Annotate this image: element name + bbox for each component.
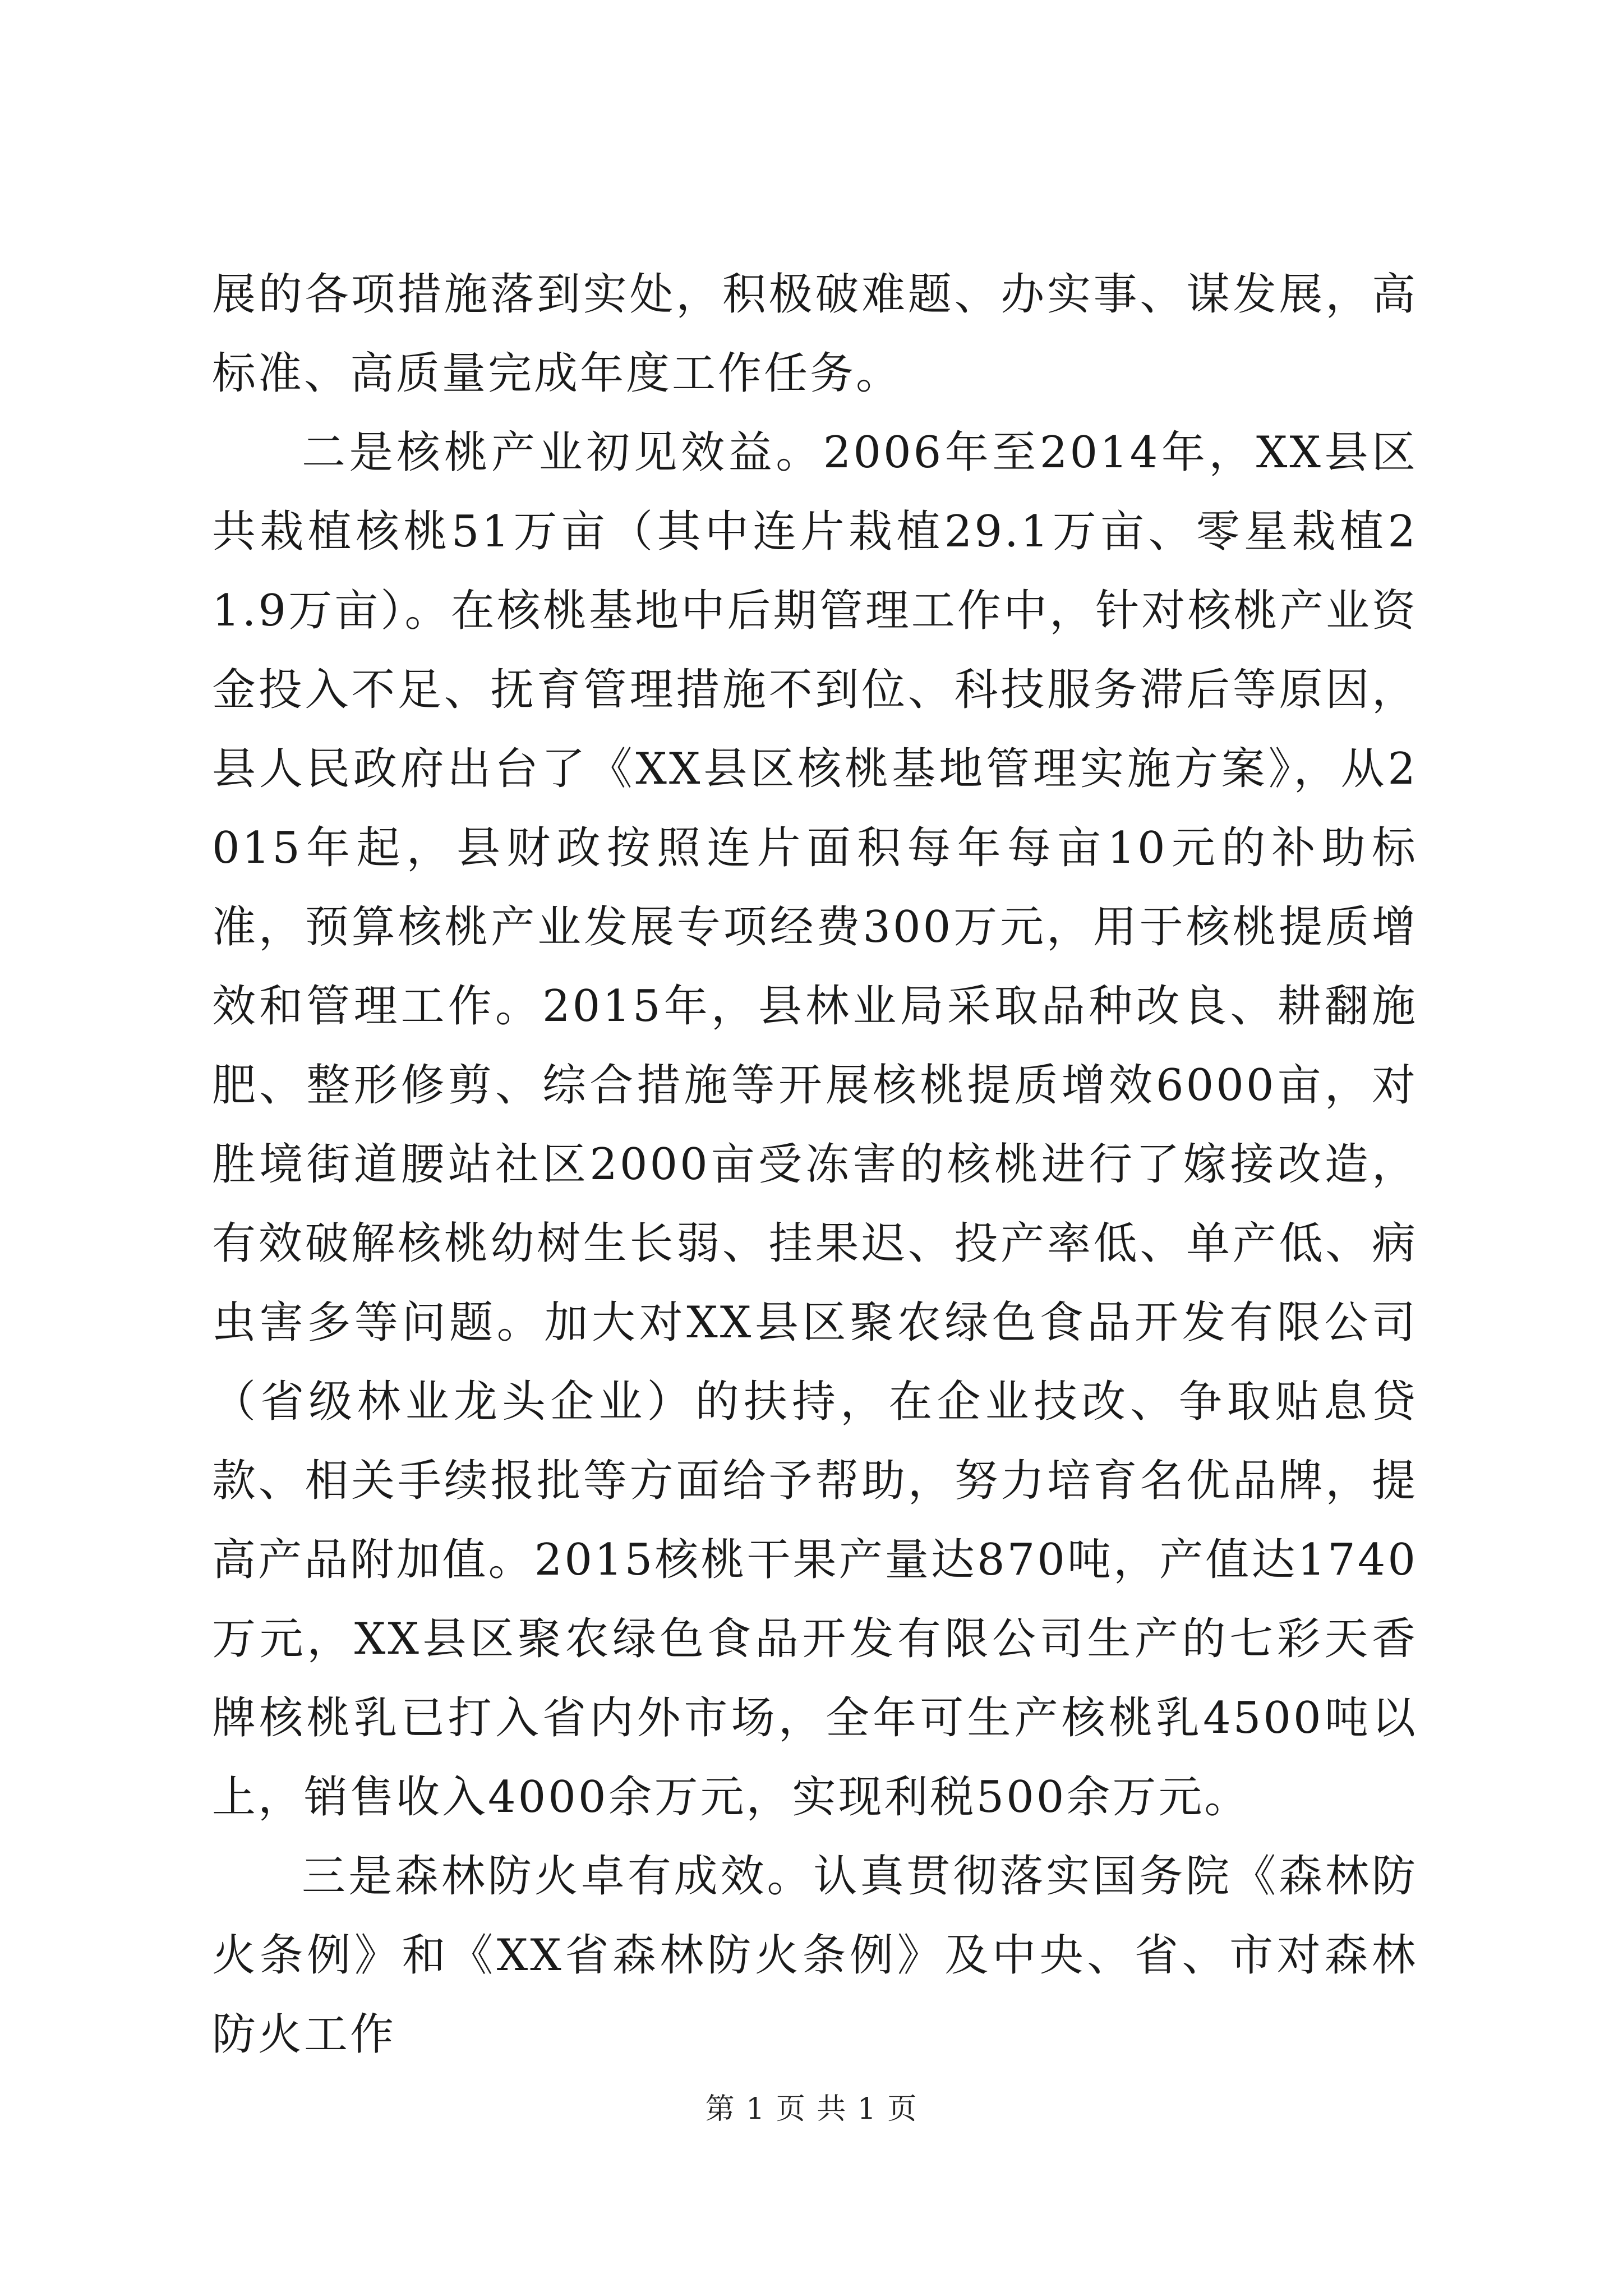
document-body — [212, 255, 1418, 2074]
paragraph-1: 展的各项措施落到实处，积极破难题、办实事、谋发展，高标准、高质量完成年度工作任务。 — [212, 269, 1418, 399]
paragraph-3: 三是森林防火卓有成效。认真贯彻落实国务院《森林防火条例》和《XX省森林防火条例》及中央、省、市对森林防火工作 — [212, 1851, 1418, 2060]
paragraph-2: 二是核桃产业初见效益。2006年至2014年，XX县区共栽植核桃51万亩（其中连片栽植29.1万亩、零星栽植21.9万亩）。在核桃基地中后期管理工作中，针对核桃产业资金投入不足、抚育管理措施不到位、科技服务滞后等原因，县人民政府出台了《XX县区核桃基地管理实施方案》，从2015年起，县财政按照连片面积每年每亩10元的补助标准，预算核桃产业发展专项经费300万元，用于核桃提质增效和管理工作。2015年，县林业局采取品种改良、耕翻施肥、整形修剪、综合措施等开展核桃提质增效6000亩，对胜境街道腰站社区2000亩受冻害的核桃进行了嫁接改造，有效破解核桃幼树生长弱、挂果迟、投产率低、单产低、病虫害多等问题。加大对XX县区聚农绿色食品开发有限公司（省级林业龙头企业）的扶持，在企业技改、争取贴息贷款、相关手续报批等方面给予帮助，努力培育名优品牌，提高产品附加值。2015核桃干果产量达870吨，产值达1740万元，XX县区聚农绿色食品开发有限公司生产的七彩天香牌核桃乳已打入省内外市场，全年可生产核桃乳4500吨以上，销售收入4000余万元，实现利税500余万元。 — [212, 427, 1418, 1823]
page-number-footer: 第 1 页 共 1 页 — [705, 2092, 918, 2126]
